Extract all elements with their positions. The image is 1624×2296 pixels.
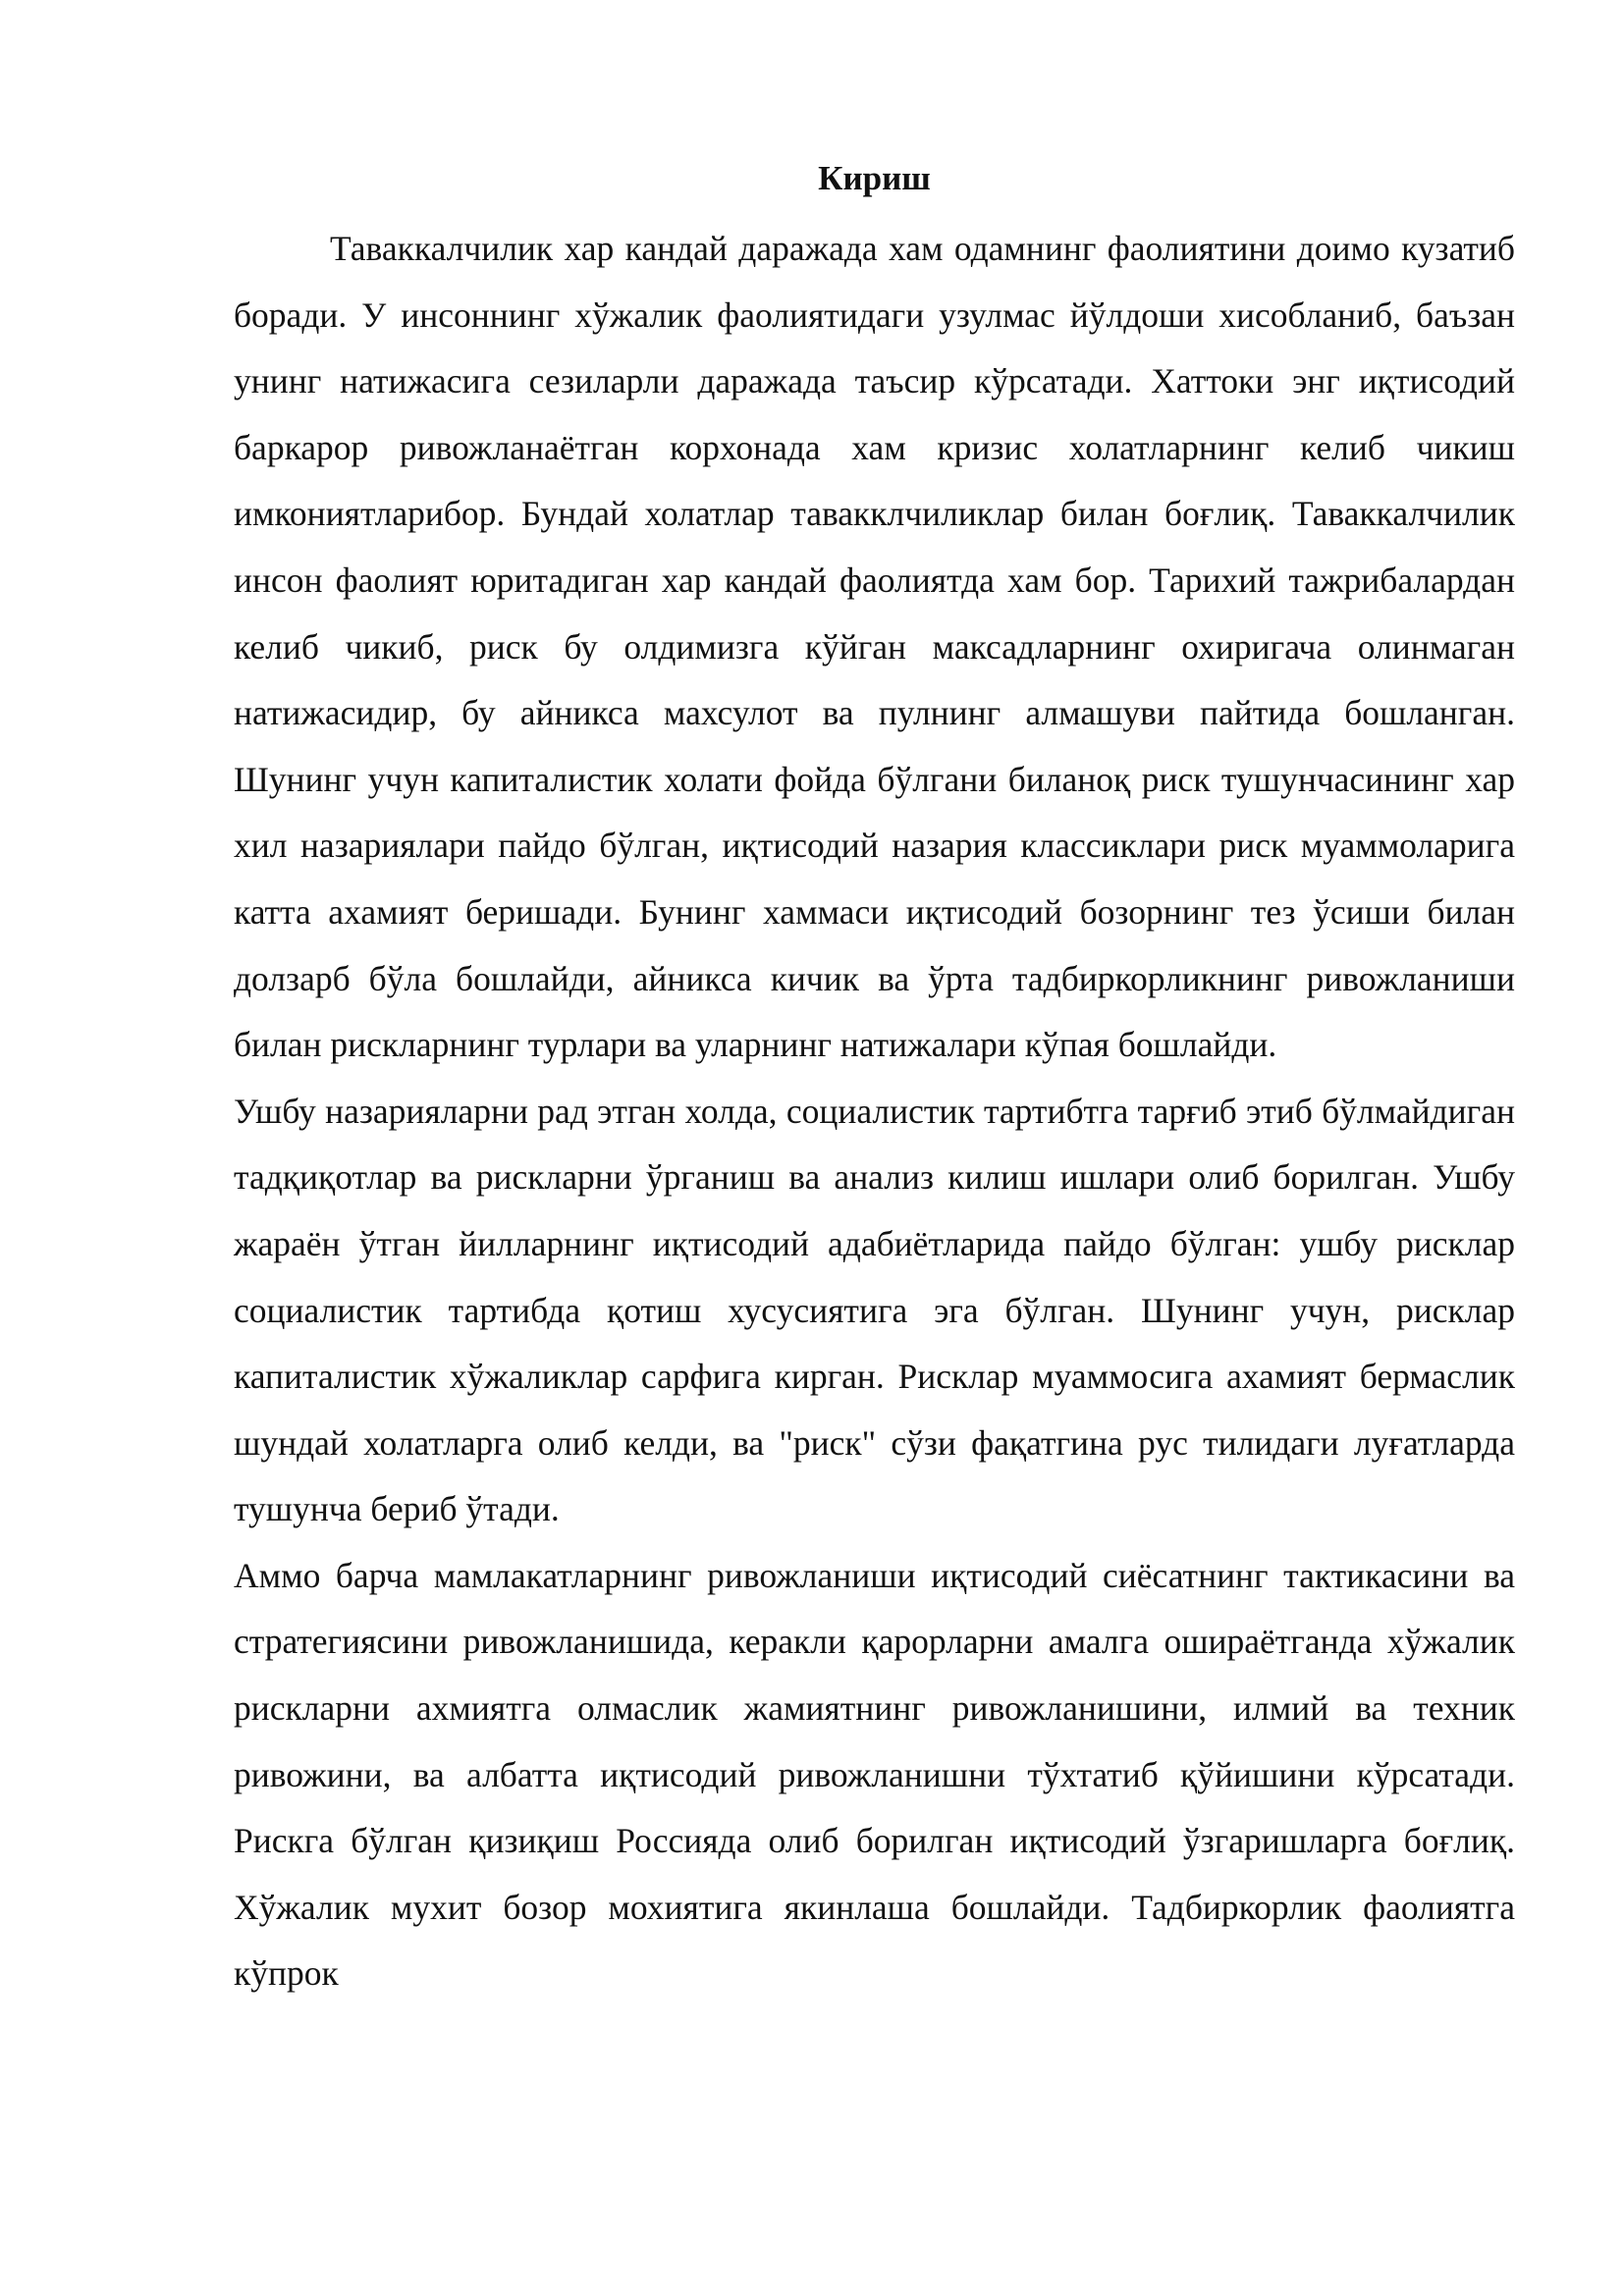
document-title: Кириш xyxy=(818,159,931,197)
document-body xyxy=(234,147,1515,2007)
paragraph-1: Таваккалчилик хар кандай даражада хам одамнинг фаолиятини доимо кузатиб боради. У инсоннинг хўжалик фаолиятидаги узулмас йўлдоши хисобланиб, баъзан унинг натижасига сезиларли даражада таъсир кўрсатади. Хаттоки энг иқтисодий баркарор ривожланаётган корхонада хам кризис холатларнинг келиб чикиш имкониятларибор. Бундай холатлар тавакклчиликлар билан боғлиқ. Таваккалчилик инсон фаолият юритадиган хар кандай фаолиятда хам бор. Тарихий тажрибалардан келиб чикиб, риск бу олдимизга кўйган максадларнинг охиригача олинмаган натижасидир, бу айникса махсулот ва пулнинг алмашуви пайтида бошланган. Шунинг учун капиталистик холати фойда бўлгани биланоқ риск тушунчасининг хар хил назариялари пайдо бўлган, иқтисодий назария классиклари риск муаммоларига катта ахамият беришади. Бунинг хаммаси иқтисодий бозорнинг тез ўсиши билан долзарб бўла бошлайди, айникса кичик ва ўрта тадбиркорликнинг ривожланиши билан рискларнинг турлари ва уларнинг натижалари кўпая бошлайди. xyxy=(234,229,1515,1065)
paragraph-3: Аммо барча мамлакатларнинг ривожланиши иқтисодий сиёсатнинг тактикасини ва стратегиясини ривожланишида, керакли қарорларни амалга ошираётганда хўжалик рискларни ахмиятга олмаслик жамиятнинг ривожланишини, илмий ва техник ривожини, ва албатта иқтисодий ривожланишни тўхтатиб қўйишини кўрсатади. Рискга бўлган қизиқиш Россияда олиб борилган иқтисодий ўзгаришларга боғлиқ. Хўжалик мухит бозор мохиятига якинлаша бошлайди. Тадбиркорлик фаолиятга кўпрок xyxy=(234,1555,1515,1994)
paragraph-2: Ушбу назарияларни рад этган холда, социалистик тартибтга тарғиб этиб бўлмайдиган тадқиқотлар ва рискларни ўрганиш ва анализ килиш ишлари олиб борилган. Ушбу жараён ўтган йилларнинг иқтисодий адабиётларида пайдо бўлган: ушбу рисклар социалистик тартибда қотиш хусусиятига эга бўлган. Шунинг учун, рисклар капиталистик хўжаликлар сарфига кирган. Рисклар муаммосига ахамият бермаслик шундай холатларга олиб келди, ва "риск" сўзи фақатгина рус тилидаги луғатларда тушунча бериб ўтади. xyxy=(234,1091,1515,1529)
